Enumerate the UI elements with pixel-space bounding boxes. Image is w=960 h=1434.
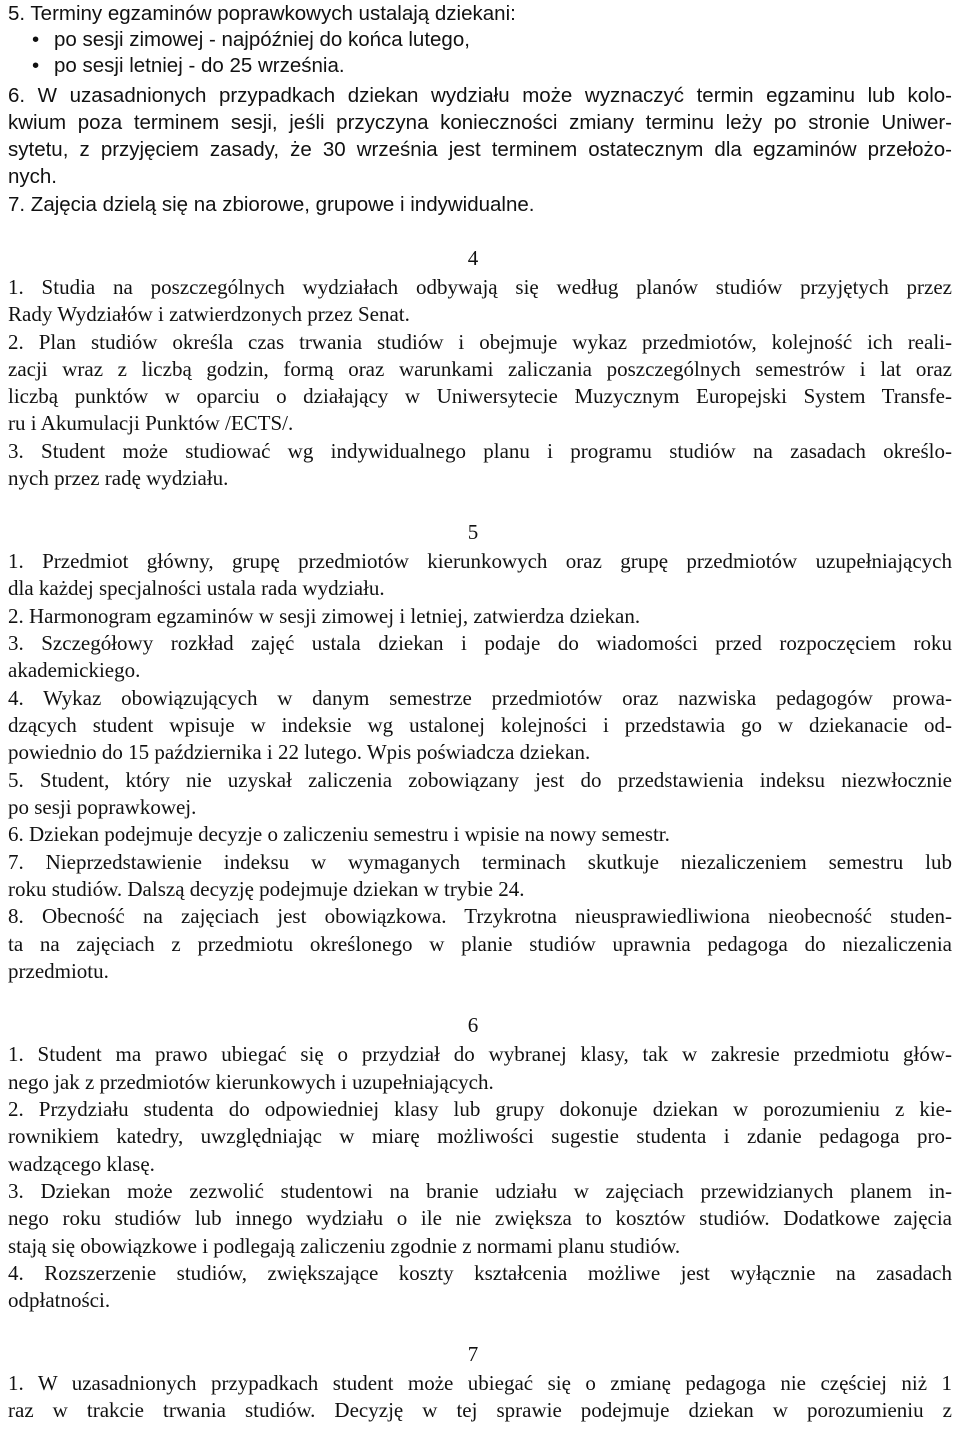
- paragraph-line: odpłatności.: [8, 1288, 111, 1312]
- paragraph-line: stają się obowiązkowe i podlegają zaliczeniu zgodnie z normami planu studiów.: [8, 1234, 681, 1258]
- paragraph-line: przedmiotu.: [8, 959, 109, 983]
- paragraph-line: nego jak z przedmiotów kierunkowych i uzupełniających.: [8, 1070, 494, 1094]
- paragraph-line: nych.: [8, 165, 57, 188]
- section-heading-6: 6: [467, 1013, 479, 1037]
- paragraph-line: 2. Harmonogram egzaminów w sesji zimowej i letniej, zatwierdza dziekan.: [8, 604, 641, 628]
- paragraph-line: roku studiów. Dalszą decyzję podejmuje dziekan w trybie 24.: [8, 877, 525, 901]
- list-item: [8, 56, 345, 77]
- paragraph-line: 2. Przydziału studenta do odpowiedniej klasy lub grupy dokonuje dziekan w porozumieniu z kie-: [8, 1097, 952, 1121]
- paragraph-line: 8. Obecność na zajęciach jest obowiązkowa. Trzykrotna nieusprawiedliwiona nieobecność studen-: [8, 904, 952, 928]
- list-item-text: po sesji letniej - do 25 września.: [54, 54, 345, 77]
- paragraph-line: po sesji poprawkowej.: [8, 795, 197, 819]
- paragraph-line: dzących student wpisuje w indeksie wg ustalonej kolejności i przedstawia go w dziekanacie od-: [8, 713, 952, 737]
- paragraph-line: 6. Dziekan podejmuje decyzje o zaliczeniu semestru i wpisie na nowy semestr.: [8, 822, 670, 846]
- paragraph-line: ta na zajęciach z przedmiotu określonego w planie studiów uprawnia pedagoga do niezaliczenia: [8, 932, 952, 956]
- paragraph-line: 1. W uzasadnionych przypadkach student może ubiegać się o zmianę pedagoga nie częściej niż 1: [8, 1371, 952, 1395]
- paragraph-line: 3. Student może studiować wg indywidualnego planu i programu studiów na zasadach określo-: [8, 439, 952, 463]
- paragraph-line: 3. Szczegółowy rozkład zajęć ustala dziekan i podaje do wiadomości przed rozpoczęciem roku: [8, 631, 952, 655]
- paragraph-line: 4. Wykaz obowiązujących w danym semestrze przedmiotów oraz nazwiska pedagogów prowa-: [8, 686, 952, 710]
- paragraph-line: sytetu, z przyjęciem zasady, że 30 września jest terminem ostatecznym dla egzaminów przełożo-: [8, 138, 952, 161]
- paragraph-line: ru i Akumulacji Punktów /ECTS/.: [8, 411, 294, 435]
- bullet-icon: •: [32, 28, 40, 51]
- paragraph-line: nych przez radę wydziału.: [8, 466, 229, 490]
- paragraph-line: 7. Zajęcia dzielą się na zbiorowe, grupowe i indywidualne.: [8, 193, 535, 216]
- list-item-text: po sesji zimowej - najpóźniej do końca lutego,: [54, 28, 470, 51]
- bullet-icon: •: [32, 54, 40, 77]
- paragraph-line: 3. Dziekan może zezwolić studentowi na branie udziału w zajęciach przewidzianych planem in-: [8, 1179, 952, 1203]
- paragraph-line: 1. Przedmiot główny, grupę przedmiotów kierunkowych oraz grupę przedmiotów uzupełniających: [8, 549, 952, 573]
- paragraph-line: 6. W uzasadnionych przypadkach dziekan wydziału może wyznaczyć termin egzaminu lub kolo-: [8, 84, 952, 107]
- paragraph-line: 7. Nieprzedstawienie indeksu w wymaganych terminach skutkuje niezaliczeniem semestru lub: [8, 850, 952, 874]
- paragraph-line: dla każdej specjalności ustala rada wydziału.: [8, 576, 385, 600]
- paragraph-line: powiednio do 15 października i 22 lutego. Wpis poświadcza dziekan.: [8, 740, 591, 764]
- paragraph-line: nego roku studiów lub innego wydziału o ile nie zwiększa to kosztów studiów. Dodatkowe zajęcia: [8, 1206, 952, 1230]
- paragraph-line: Rady Wydziałów i zatwierdzonych przez Senat.: [8, 302, 410, 326]
- paragraph-s5-intro: 5. Terminy egzaminów poprawkowych ustalają dziekani:: [8, 2, 516, 25]
- paragraph-line: 5. Student, który nie uzyskał zaliczenia zobowiązany jest do przedstawienia indeksu niezwłocznie: [8, 768, 952, 792]
- paragraph-line: 4. Rozszerzenie studiów, zwiększające koszty kształcenia możliwe jest wyłącznie na zasadach: [8, 1261, 952, 1285]
- paragraph-line: wadzącego klasę.: [8, 1152, 155, 1176]
- section-heading-4: 4: [467, 246, 479, 270]
- paragraph-line: 1. Student ma prawo ubiegać się o przydział do wybranej klasy, tak w zakresie przedmiotu głów-: [8, 1042, 952, 1066]
- section-heading-5: 5: [467, 520, 479, 544]
- paragraph-line: 1. Studia na poszczególnych wydziałach odbywają się według planów studiów przyjętych przez: [8, 275, 952, 299]
- paragraph-line: akademickiego.: [8, 658, 141, 682]
- paragraph-line: rownikiem katedry, uwzględniając w miarę możliwości sugestie studenta i zdanie pedagoga pro-: [8, 1124, 952, 1148]
- paragraph-line: 2. Plan studiów określa czas trwania studiów i obejmuje wykaz przedmiotów, kolejność ich reali-: [8, 330, 952, 354]
- paragraph-line: raz w trakcie trwania studiów. Decyzję w tej sprawie podejmuje dziekan w porozumieniu z: [8, 1398, 952, 1422]
- paragraph-line: kwium poza terminem sesji, jeśli przyczyna konieczności zmiany terminu leży po stronie Uniwer-: [8, 111, 952, 134]
- paragraph-line: liczbą punktów w oparciu o działający w Uniwersytecie Muzycznym Europejski System Transfe-: [8, 384, 952, 408]
- paragraph-line: zacji wraz z liczbą godzin, formą oraz warunkami zaliczania poszczególnych semestrów i lat oraz: [8, 357, 952, 381]
- list-item: [8, 30, 470, 51]
- section-heading-7: 7: [467, 1342, 479, 1366]
